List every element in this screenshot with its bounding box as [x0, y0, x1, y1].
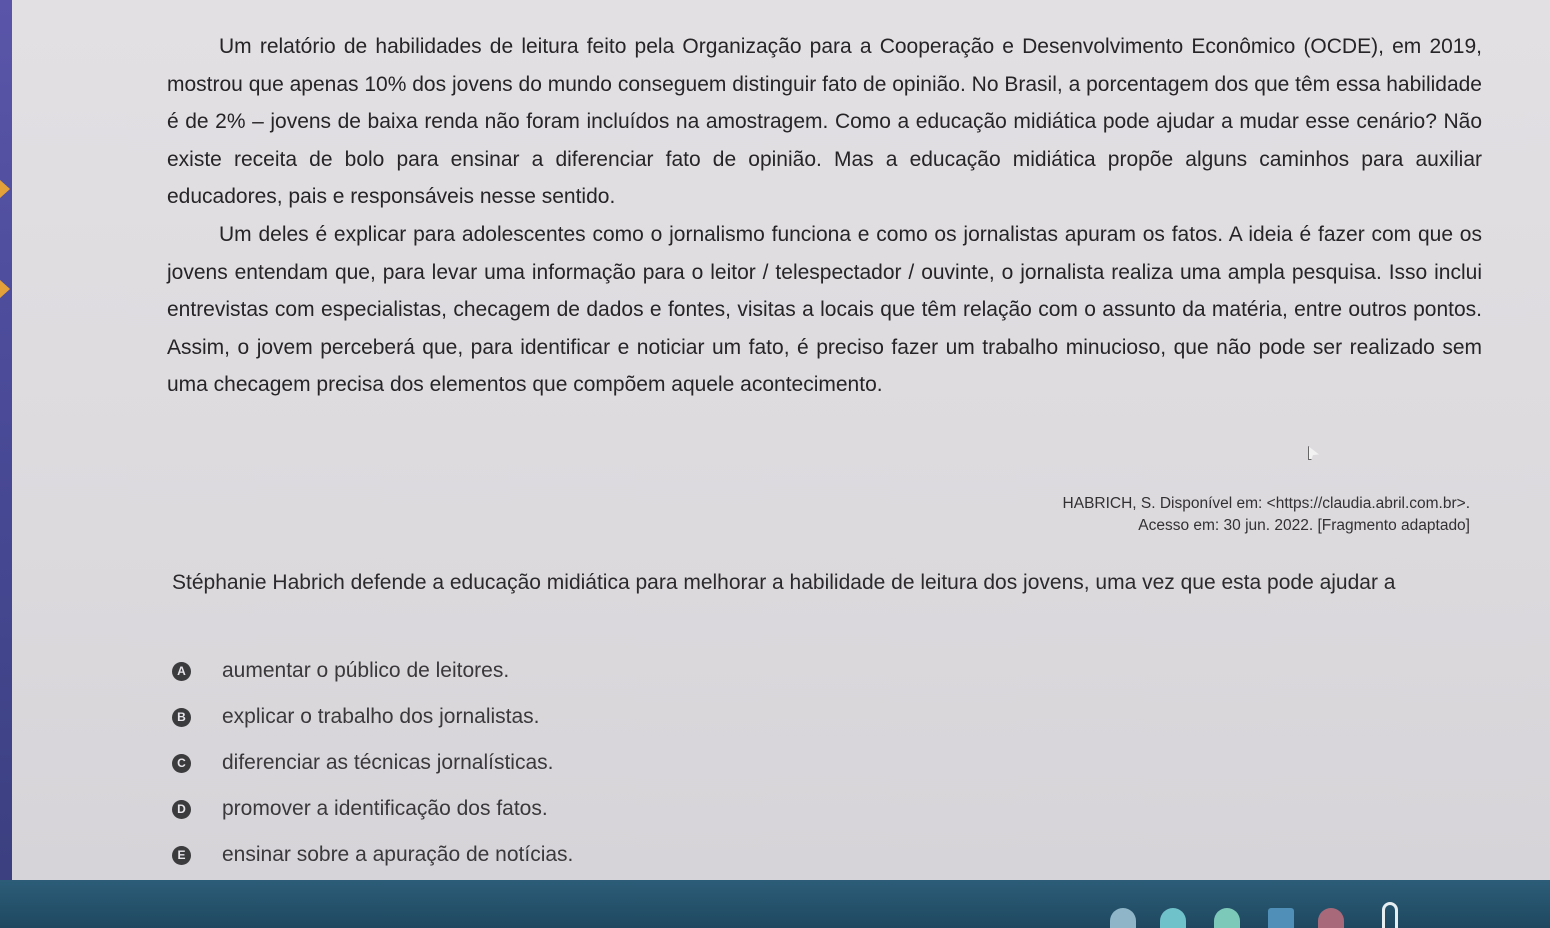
taskbar-app-icon[interactable] — [1214, 908, 1240, 928]
taskbar-app-icon[interactable] — [1110, 908, 1136, 928]
option-text: promover a identificação dos fatos. — [222, 797, 548, 820]
passage-paragraph-1: Um relatório de habilidades de leitura feito pela Organização para a Cooperação e Desenvolvimento Econômico (OCDE), em 2019, mostrou que apenas 10% dos jovens do mundo conseguem distinguir fato de opinião. No Brasil, a porcentagem dos que têm essa habilidade é de 2% – jovens de baixa renda não foram incluídos na amostragem. Como a educação midiática pode ajudar a mudar esse cenário? Não existe receita de bolo para ensinar a diferenciar fato de opinião. Mas a educação midiática propõe alguns caminhos para auxiliar educadores, pais e responsáveis nesse sentido. — [167, 35, 1482, 209]
taskbar — [0, 880, 1550, 928]
question-stem: Stéphanie Habrich defende a educação midiática para melhorar a habilidade de leitura dos jovens, uma vez que esta pode ajudar a — [172, 571, 1396, 594]
option-c[interactable] — [172, 740, 1072, 786]
bezel-marker — [0, 280, 10, 298]
option-text: aumentar o público de leitores. — [222, 659, 510, 682]
option-letter-badge: D — [172, 800, 191, 819]
option-letter-badge: B — [172, 708, 191, 727]
option-a[interactable] — [172, 648, 1072, 694]
taskbar-app-icon[interactable] — [1160, 908, 1186, 928]
passage-paragraph-2: Um deles é explicar para adolescentes como o jornalismo funciona e como os jornalistas apuram os fatos. A ideia é fazer com que os jovens entendam que, para levar uma informação para o leitor / telespectador / ouvinte, o jornalista realiza uma ampla pesquisa. Isso inclui entrevistas com especialistas, checagem de dados e fontes, visitas a locais que têm relação com o assunto da matéria, entre outros pontos. Assim, o jovem perceberá que, para identificar e noticiar um fato, é preciso fazer um trabalho minucioso, que não pode ser realizado sem uma checagem precisa dos elementos que compõem aquele acontecimento. — [167, 222, 1482, 397]
source-citation — [1063, 493, 1470, 537]
option-text: diferenciar as técnicas jornalísticas. — [222, 751, 554, 774]
answer-options — [172, 648, 1072, 878]
taskbar-app-icon[interactable] — [1318, 908, 1344, 928]
option-d[interactable] — [172, 786, 1072, 832]
taskbar-app-icon[interactable] — [1268, 908, 1294, 928]
option-e[interactable] — [172, 832, 1072, 878]
option-letter-badge: E — [172, 846, 191, 865]
option-letter-badge: A — [172, 662, 191, 681]
option-b[interactable] — [172, 694, 1072, 740]
left-bezel — [0, 0, 12, 928]
wifi-icon[interactable] — [1382, 902, 1398, 928]
passage — [167, 28, 1482, 404]
option-text: ensinar sobre a apuração de notícias. — [222, 843, 574, 866]
option-letter-badge: C — [172, 754, 191, 773]
document-screen — [12, 0, 1550, 880]
mouse-pointer-icon — [1308, 446, 1319, 460]
source-line-2: Acesso em: 30 jun. 2022. [Fragmento adaptado] — [1138, 517, 1470, 534]
bezel-marker — [0, 180, 10, 198]
source-line-1: HABRICH, S. Disponível em: <https://claudia.abril.com.br>. — [1062, 495, 1470, 512]
option-text: explicar o trabalho dos jornalistas. — [222, 705, 540, 728]
